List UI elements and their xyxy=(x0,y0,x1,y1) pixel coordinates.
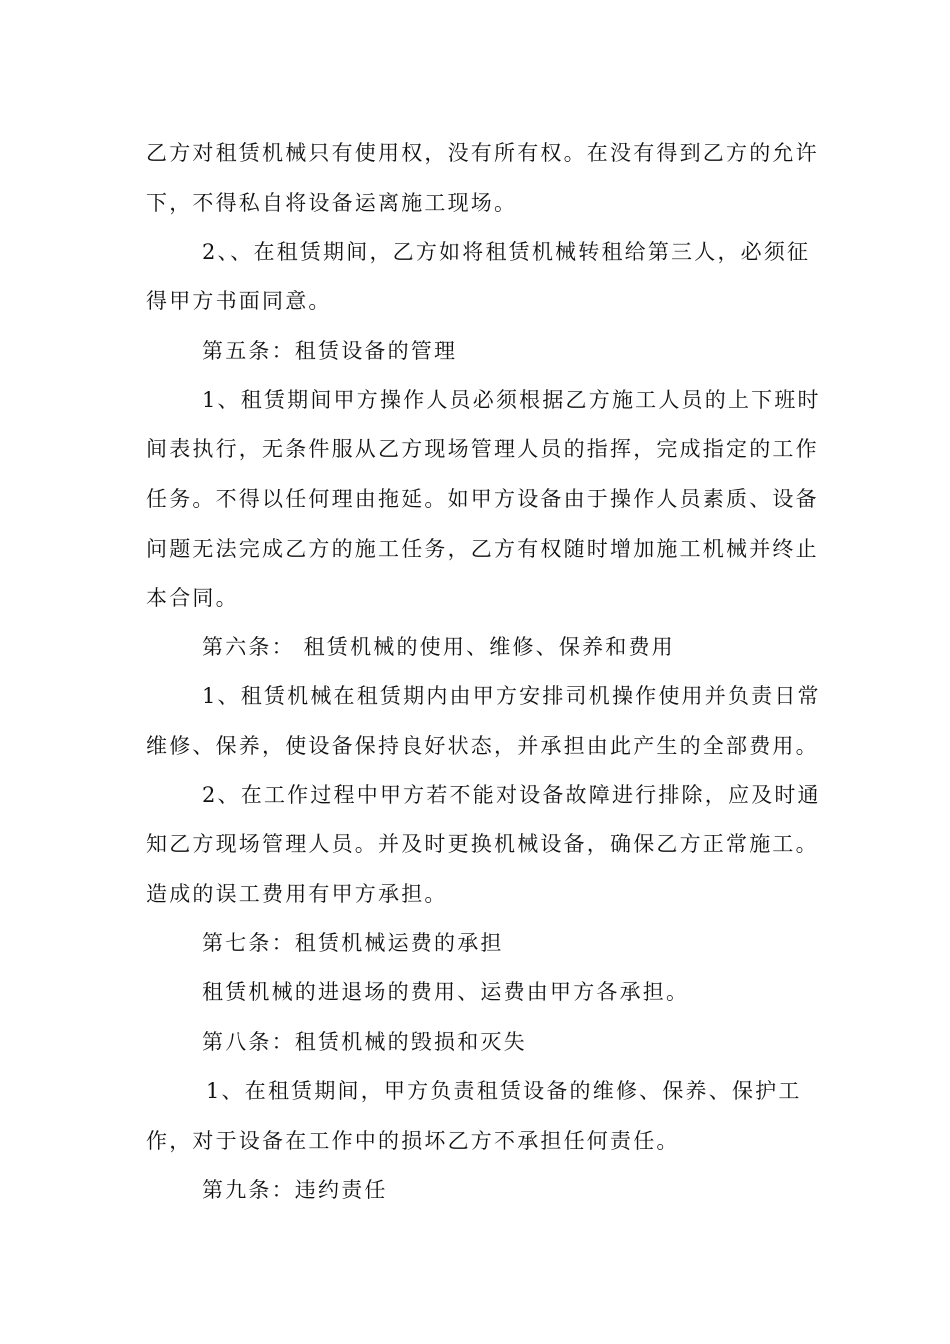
text-line: 下，不得私自将设备运离施工现场。 xyxy=(146,191,518,215)
text-line: 2、在工作过程中甲方若不能对设备故障进行排除，应及时通 xyxy=(202,783,821,807)
text-line: 知乙方现场管理人员。并及时更换机械设备，确保乙方正常施工。 xyxy=(146,832,819,856)
text-line: 租赁机械的进退场的费用、运费由甲方各承担。 xyxy=(202,980,690,1004)
text-line: 维修、保养，使设备保持良好状态，并承担由此产生的全部费用。 xyxy=(146,734,819,758)
text-line: 1、在租赁期间，甲方负责租赁设备的维修、保养、保护工 xyxy=(206,1079,802,1103)
text-line: 2、、在租赁期间，乙方如将租赁机械转租给第三人，必须征 xyxy=(202,240,811,264)
text-line: 1、租赁机械在租赁期内由甲方安排司机操作使用并负责日常 xyxy=(202,684,821,708)
section-heading: 第七条：租赁机械运费的承担 xyxy=(202,931,504,955)
text-line: 问题无法完成乙方的施工任务，乙方有权随时增加施工机械并终止 xyxy=(146,537,819,561)
section-heading: 第八条：租赁机械的毁损和灭失 xyxy=(202,1030,527,1054)
text-line: 1、租赁期间甲方操作人员必须根据乙方施工人员的上下班时 xyxy=(202,388,821,412)
section-heading: 第九条：违约责任 xyxy=(202,1178,388,1202)
section-heading: 第五条：租赁设备的管理 xyxy=(202,339,458,363)
text-line: 得甲方书面同意。 xyxy=(146,289,332,313)
text-line: 本合同。 xyxy=(146,586,239,610)
text-line: 作，对于设备在工作中的损坏乙方不承担任何责任。 xyxy=(146,1129,680,1153)
text-line: 造成的误工费用有甲方承担。 xyxy=(146,882,448,906)
section-heading: 第六条： 租赁机械的使用、维修、保养和费用 xyxy=(202,635,675,659)
text-line: 乙方对租赁机械只有使用权，没有所有权。在没有得到乙方的允许 xyxy=(146,141,819,165)
text-line: 任务。不得以任何理由拖延。如甲方设备由于操作人员素质、设备 xyxy=(146,487,819,511)
text-line: 间表执行，无条件服从乙方现场管理人员的指挥，完成指定的工作 xyxy=(146,437,819,461)
